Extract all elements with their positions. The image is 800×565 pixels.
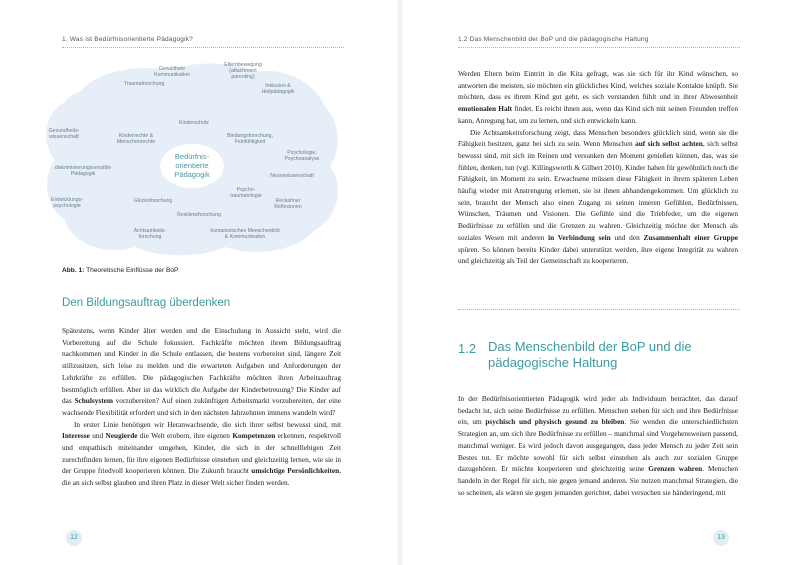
label-traumaforschung: Traumaforschung	[123, 81, 165, 87]
text-run: spüren. So können bereits Kinder dabei unterstützt werden, ihre eigene Integrität zu wahren und gleichzeitig als Teil der Gemeinschaft zu kooperieren.	[458, 244, 738, 266]
label-psychologie: Psychologie, Psychoanalyse	[284, 150, 320, 162]
running-head-left: 1. Was ist Bedürfnisorientierte Pädagogik?	[62, 36, 194, 43]
section-number: 1.2	[458, 341, 477, 356]
text-run: und den	[610, 232, 644, 242]
right-page	[401, 0, 800, 565]
text-run: In der Bedürfnisorientierten Pädagogik wird jeder als Individuum betrachtet, das darauf bedacht ist, sich seine Bedürfnisse zu erfüllen. Menschen stehen für sich und ihre Bedürfnisse ein, um	[458, 394, 738, 427]
label-resilienzforschung: Resilienzforschung	[177, 212, 221, 218]
subheading-bildungsauftrag: Den Bildungsauftrag überdenken	[62, 297, 231, 309]
text-run: , sich selbst bewusst sind, mit sich im Reinen und versunken den Moment genießen können, das, was sie fühlen, denken, tun (vgl. Killingsworth & Gilbert 2010). Kinder haben für gewöhnlich noch die Fähigkeit, im Moment zu sein. Erwachsene müssen diese Fähigkeit in ihrem späteren Leben häufig wieder mit Anstrengung erlernen, sie ist ihnen abhandengekommen. Um glücklich zu sein, braucht der Mensch also einen Zugang zu seinen inneren Gefühlen, Bedürfnissen, Wünschen, Träumen und Visionen. Die Gefühle sind die Triebfeder, um die eigenen Bedürfnisse zu erfüllen und die Grenzen zu wahren. Gleichzeitig möchte der Mensch als soziales Wesen mit anderen	[458, 139, 738, 242]
bold-phrase: auf sich selbst achten	[635, 139, 703, 149]
label-kinderrechte: Kinderrechte & Menschenrechte	[116, 133, 156, 145]
label-psychotraumatologie: Psycho- traumatologie	[230, 187, 262, 199]
label-center-bop: Bedürfnis- orientierte Pädagogik	[174, 152, 210, 179]
text-run: vorzubereiten? Auf einen zukünftigen Arbeitsmarkt vorzubereiten, der eine wachsende Flexibilität erfordert und sich in den nächsten Jahrzehnten immens wandeln wird?	[62, 396, 341, 417]
paragraph	[62, 325, 341, 419]
caption-text: Theoretische Einflüsse der BoP	[84, 267, 179, 274]
section-divider	[458, 309, 740, 310]
body-text-left	[62, 325, 341, 489]
bold-phrase: Kompetenzen	[232, 431, 276, 441]
text-run: Spätestens, wenn Kinder älter werden und die Einschulung in Aussicht steht, wird die Vorbereitung auf die Schule fokussiert. Fachkräfte möchten ihrem Bildungsauftrag nachkommen und Kinder in die Schule entlassen, die bestens vorbereitet sind, längere Zeit stillzusitzen, sich leise zu melden und die erwarteten Aufgaben und Anforderungen der Lehrkräfte zu erfüllen. Die pädagogischen Fachkräfte möchten ihren Arbeitsauftrag bestmöglich erfüllen. Aber ist das wirklich die Aufgabe der Kinderbetreuung? Die Kinder auf das	[62, 326, 341, 406]
influences-diagram	[40, 62, 345, 257]
text-run: . Menschen handeln in der Regel für sich, nie gegen jemand anderen. Sie nutzen manchmal Strategien, die so scheinen, als wären sie gegen jemanden gerichtet, dabei versuchen sie händeringend, mit	[458, 464, 738, 497]
bold-phrase: Grenzen wahren	[648, 464, 703, 474]
label-kinderschutz: Kinderschutz	[179, 120, 209, 126]
page-number-left: 12	[66, 530, 82, 546]
bold-phrase: umsichtige Persönlichkeiten	[251, 466, 340, 476]
bold-phrase: in Verbindung sein	[548, 232, 611, 242]
text-run: findet. Es reicht ihnen aus, wenn das Kind sich mit seinen Freunden treffen kann, Anregung hat, um zu lernen, und sich entwickeln kann.	[458, 104, 738, 125]
label-humanistisches-menschenbild: humanistisches Menschenbild & Kommunikation	[210, 228, 280, 240]
running-head-rule-right	[458, 47, 740, 48]
running-head-rule-left	[62, 47, 344, 48]
text-run: In erster Linie benötigen wir Heranwachsende, die sich ihrer selbst bewusst sind, mit	[74, 419, 341, 429]
bold-phrase: emotionalen Halt	[458, 104, 513, 114]
label-achtsamkeitsforschung: Achtsamkeits- forschung	[133, 228, 167, 240]
text-run: erkennen, respektvoll und empathisch miteinander umgehen, Kinder, die sich in der schnelllebigen Zeit zurechtfinden lernen, für ihre eigenen Bedürfnisse einstehen und gleichzeitig lernen, wie sie in der Gruppe friedvoll kooperieren können. Die Zukunft braucht	[62, 431, 342, 476]
figure-caption	[62, 267, 178, 274]
body-text-right-top	[458, 68, 738, 267]
label-elternbewegung: Elternbewegung (attachment parenting)	[224, 62, 262, 80]
bold-phrase: psychisch und physisch gesund zu bleiben	[485, 417, 625, 427]
label-gewaltfreie-kommunikation: Gewaltfreie Kommunikation	[154, 66, 190, 78]
paragraph	[458, 68, 738, 127]
bold-phrase: Interesse	[62, 431, 90, 441]
bold-phrase: Schulsystem	[74, 396, 113, 406]
text-run: Die Achtsamkeitsforschung zeigt, dass Menschen besonders glücklich sind, wenn sie die Fähigkeit besitzen, ganz bei sich zu sein. Wenn Menschen	[458, 127, 738, 149]
text-run: Werden Eltern beim Eintritt in die Kita gefragt, was sie sich für ihr Kind wünschen, so antworten die meisten, sie möchten ein glückliches Kind, welches soziale Kontakte knüpft. Sie möchten, dass es ihrem Kind gut geht, es sich verstanden fühlt und in ihrer Abwesenheit	[458, 69, 738, 102]
text-run: und	[89, 431, 106, 441]
label-reckahner-reflexionen: Reckahner Reflexionen	[274, 198, 302, 210]
paragraph	[458, 393, 738, 498]
caption-label: Abb. 1:	[62, 267, 85, 274]
label-diskriminierungssensible-paedagogik: diskriminierungssensible Pädagogik	[54, 165, 112, 177]
paragraph	[458, 127, 738, 267]
label-entwicklungspsychologie: Entwicklungs- psychologie	[50, 197, 84, 209]
label-bindungsforschung: Bindungsforschung, Feinfühligkeit	[227, 133, 273, 145]
body-text-right-bottom	[458, 393, 738, 498]
text-run: . Sie wenden die unterschiedlichsten Strategien an, um sich ihre Bedürfnisse zu erfüllen – manchmal sind Vorgehensweisen passend, manchmal weniger. Es wird jedoch davon ausgegangen, dass jeder Mensch zu jeder Zeit sein Bestes tut. Er möchte sowohl für sich selbst einstehen als auch zur sozialen Gruppe dazugehören. Er möchte kooperieren und gleichzeitig seine	[458, 417, 738, 474]
page-number-right: 13	[713, 530, 729, 546]
section-title: Das Menschenbild der BoP und die pädagogische Haltung	[488, 339, 692, 370]
label-gesundheitswissenschaft: Gesundheits- wissenschaft	[48, 128, 80, 140]
text-run: die Welt erobern, ihre eigenen	[137, 431, 233, 441]
label-gluecksforschung: Glücksforschung	[133, 198, 173, 204]
label-neurowissenschaft: Neurowissenschaft	[270, 173, 314, 179]
left-page	[0, 0, 399, 565]
bold-phrase: Zusammenhalt einer Gruppe	[643, 232, 738, 242]
bold-phrase: Neugierde	[105, 431, 138, 441]
text-run: , die an sich selbst glauben und ihren Platz in dieser Welt sicher finden werden.	[62, 466, 341, 488]
label-inklusion: Inklusion & Heilpädagogik	[261, 83, 295, 95]
paragraph	[62, 419, 341, 489]
running-head-right: 1.2 Das Menschenbild der BoP und die pädagogische Haltung	[458, 36, 649, 43]
